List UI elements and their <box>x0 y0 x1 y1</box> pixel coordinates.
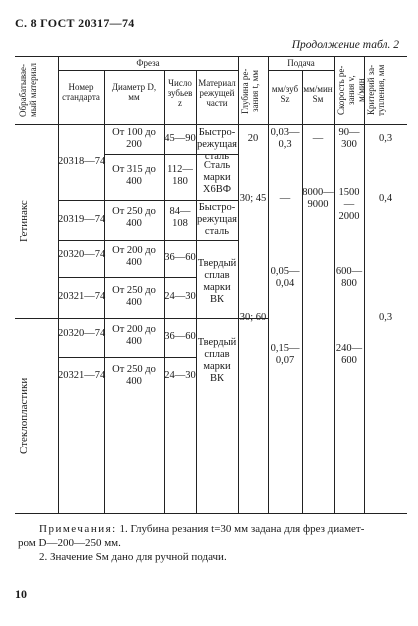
teeth-cell: 24—30 <box>164 370 196 381</box>
row-separator <box>58 277 196 278</box>
note-1b: ром D—200—250 мм. <box>18 537 121 549</box>
header-material: Обрабатывае- мый материал <box>18 63 38 118</box>
row-separator <box>58 357 196 358</box>
row-separator <box>58 200 238 201</box>
diameter-cell: От 250 до 400 <box>112 285 156 308</box>
table-top-rule <box>15 56 407 57</box>
header-subrule <box>58 70 238 71</box>
feed-per-tooth-cell: — <box>279 193 291 204</box>
page-header: С. 8 ГОСТ 20317—74 <box>15 16 135 30</box>
hard-alloy-cell: Твердый сплав марки ВК <box>197 337 237 384</box>
header-wear: Критерий за- тупления, мм <box>366 64 386 116</box>
notes-title: Примечания: <box>39 523 117 535</box>
cutting-material-cell: Сталь марки Х6ВФ <box>202 160 232 195</box>
standard-cell: 20321—74 <box>58 291 106 302</box>
diameter-cell: От 100 до 200 <box>112 127 156 150</box>
teeth-cell: 36—60 <box>164 252 196 263</box>
diameter-cell: От 200 до 400 <box>112 324 156 347</box>
col-divider <box>238 56 239 513</box>
speed-cell: 1500— 2000 <box>338 187 360 222</box>
col-divider <box>364 56 365 513</box>
header-standard-no: Номер стандарта <box>62 82 100 102</box>
header-feed-per-tooth: мм/зуб Sz <box>271 84 299 104</box>
standard-cell: 20320—74 <box>58 328 106 339</box>
speed-cell: 240— 600 <box>335 343 363 366</box>
row-separator <box>58 240 238 241</box>
standard-cell: 20320—74 <box>58 249 106 260</box>
header-diameter: Диаметр D, мм <box>111 82 157 102</box>
feed-per-tooth-cell: 0,15— 0,07 <box>270 343 300 366</box>
note-1a: 1. Глубина резания t=30 мм задана для фрез диамет- <box>119 523 365 535</box>
material-getinaks: Гетинакс <box>18 200 30 242</box>
header-speed: Скорость ре- зания v, м/мин <box>336 65 366 115</box>
wear-cell: 0,3 <box>378 133 393 144</box>
wear-cell: 0,4 <box>378 193 393 204</box>
depth-cell: 20 <box>247 133 259 144</box>
speed-cell: 90— 300 <box>338 127 360 150</box>
wear-cell: 0,3 <box>378 312 393 323</box>
header-subrule <box>268 70 334 71</box>
feed-per-tooth-cell: 0,05— 0,04 <box>270 266 300 289</box>
table-continuation: Продолжение табл. 2 <box>291 39 399 51</box>
table-header-rule <box>15 124 407 125</box>
material-stekloplastiki: Стеклопластики <box>18 377 30 454</box>
teeth-cell: 24—30 <box>164 291 196 302</box>
header-teeth: Число зубьев z <box>167 78 193 108</box>
feed-per-min-cell: — <box>312 133 324 144</box>
header-depth: Глубина ре- зания t, мм <box>240 68 260 114</box>
standard-cell: 20319—74 <box>58 214 106 225</box>
feed-per-min-cell: 8000— 9000 <box>302 187 334 210</box>
teeth-cell: 112— 180 <box>167 164 193 187</box>
note-line <box>18 522 410 536</box>
diameter-cell: От 315 до 400 <box>112 164 156 187</box>
header-feed-per-min: мм/мин Sм <box>303 84 333 104</box>
depth-cell: 30; 45 <box>239 193 267 204</box>
diameter-cell: От 250 до 400 <box>112 206 156 229</box>
diameter-cell: От 200 до 400 <box>112 245 156 268</box>
note-2: 2. Значение Sм дано для ручной подачи. <box>39 551 227 563</box>
diameter-cell: От 250 до 400 <box>112 364 156 387</box>
speed-cell: 600— 800 <box>335 266 363 289</box>
header-cutting-material: Материал режущей части <box>198 78 236 108</box>
depth-cell: 30; 60 <box>239 312 267 323</box>
teeth-cell: 84— 108 <box>169 206 191 229</box>
cutting-material-cell: Быстро- режущая сталь <box>197 202 237 237</box>
standard-cell: 20321—74 <box>58 370 106 381</box>
hard-alloy-cell: Твердый сплав марки ВК <box>197 258 237 305</box>
table-notes <box>18 522 410 564</box>
cutting-material-cell: Быстро- режущая сталь <box>197 127 237 162</box>
col-divider <box>58 56 59 513</box>
standard-cell: 20318—74 <box>58 156 106 167</box>
teeth-cell: 36—60 <box>164 331 196 342</box>
page-number: 10 <box>15 587 27 601</box>
teeth-cell: 45—90 <box>164 133 196 144</box>
table-bottom-rule <box>15 513 407 514</box>
header-feed-group: Подача <box>287 58 315 68</box>
feed-per-tooth-cell: 0,03— 0,3 <box>270 127 300 150</box>
header-cutter-group: Фреза <box>136 58 160 68</box>
